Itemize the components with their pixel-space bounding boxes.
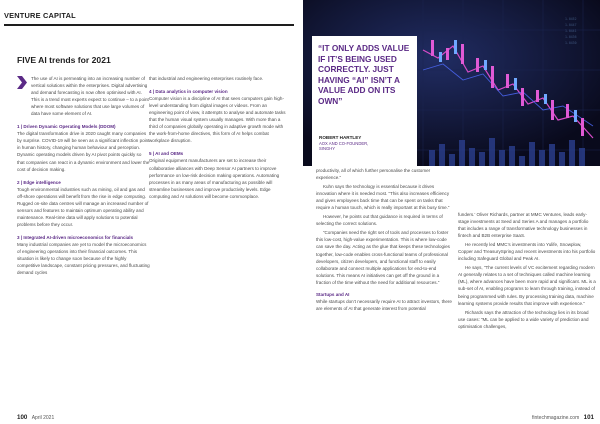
footer-left xyxy=(17,414,54,421)
quote-author-name: ROBERT HARTLEY xyxy=(319,135,362,140)
body-b-paragraph: He recently led MMC’s investments into Yulife, Snowplow, Copper and TreasurySpring and recent investments into his portfolio including Safeguard Global and Peak AI. xyxy=(458,242,596,262)
issue-date: April 2021 xyxy=(31,415,55,421)
startups-heading: Startups and AI xyxy=(316,291,350,297)
article-column-1 xyxy=(17,75,150,413)
quote-author-role-line-2: SINGHY xyxy=(319,146,336,151)
svg-text:1.0452: 1.0452 xyxy=(565,17,577,21)
body-b-paragraph: Richards says the attraction of the technology lies in its broad use cases: “ML can be applied to a wide variety of prediction and optimisation challenges, xyxy=(458,309,589,329)
page-number-right: 101 xyxy=(583,414,594,421)
body-b-paragraph: funders.’ Oliver Richards, partner at MMC Ventures, leads early-stage investments at Seed and Series A and manages a portfolio that includes a range of transformative technology businesses in fintech and B2B enterprise SaaS. xyxy=(458,212,589,239)
pull-quote-text: “IT ONLY ADDS VALUE IF IT’S BEING USED CORRECTLY. JUST HAVING “AI” ISN’T A VALUE ADD ON ITS OWN” xyxy=(318,43,410,106)
site-url: fintechmagazine.com xyxy=(532,415,580,421)
trend-4-heading: 4 | Data analytics in computer vision xyxy=(149,89,228,95)
article-title: FIVE AI trends for 2021 xyxy=(17,55,111,65)
intro-text: The use of AI is permeating into an increasing number of vertical solutions within the enterprises. Digital advertising and demand forecasting is now often optimised with AI. This is a trend most experts expect to continue – to a point where most software solutions that use large volumes of data have some element of AI. xyxy=(31,76,149,117)
trend-2-heading: 2 | Edge intelligence xyxy=(17,179,61,185)
svg-text:1.0447: 1.0447 xyxy=(565,23,577,27)
quote-author-role-line-1: AOX AND CO-FOUNDER, xyxy=(319,141,369,146)
body-column-a xyxy=(316,167,454,411)
trend-4-body: Computer vision is a discipline of AI that sees computers gain high-level understanding from digital images or videos. From an engineering point of view, it attempts to analyse and automate tasks that the human visual system usually manages. With more than a third of companies globally operating in adaptive growth mode with the work-from-home directives, this form of AI helps combat workplace disruption. xyxy=(149,96,286,144)
section-label: VENTURE CAPITAL xyxy=(4,11,76,20)
trend-5-body: Original equipment manufacturers are set to increase their collaborative alliances with Deep Sensor AI partners to improve performance on low-risk decision making operations. Automating processes in as many areas of manufacturing as possible will streamline businesses and improve productivity levels. Edge computing and AI solutions will become commonplace. xyxy=(149,158,280,199)
body-a-paragraph: However, he points out that guidance is required in terms of selecting the correct solutions. xyxy=(316,214,443,227)
trend-5-heading: 5 | AI and OEMs xyxy=(149,151,184,157)
chevron-icon xyxy=(17,76,30,89)
svg-text:1.0441: 1.0441 xyxy=(565,29,577,33)
body-a-paragraph: productivity, all of which further personalise the customer experience.” xyxy=(316,168,431,181)
section-rule xyxy=(4,24,294,26)
svg-text:1.0430: 1.0430 xyxy=(565,41,577,45)
trend-1-body: The digital transformation drive in 2020 caught many companies by surprise. COVID-19 will be seen as a significant inflection point in human history, changing human behaviour and perception. Dynamic operating models driven by AI pivot points quickly so that companies can react in a dynamic environment and lower the cost of decision making. xyxy=(17,131,150,172)
intro-paragraph xyxy=(17,75,150,117)
page-number-left: 100 xyxy=(17,414,28,421)
svg-text:1.0436: 1.0436 xyxy=(565,35,577,39)
body-column-b xyxy=(458,211,596,411)
body-a-paragraph: Kuhn says the technology is essential because it drives innovation where it is needed most. “This also increases efficiency and gives employees back time that can be spent on tasks that require a human touch, which is really important at this busy time.” xyxy=(316,184,450,211)
footer-right xyxy=(532,414,594,421)
startups-body: While startups don’t necessarily require AI to attract investors, there are elements of AI that generate interest from potential xyxy=(316,298,452,311)
article-column-2 xyxy=(149,75,289,413)
trend-1-heading: 1 | Driven Dynamic Operating Models (DDOM) xyxy=(17,124,116,130)
column-2-lead: that industrial and engineering enterprises routinely face. xyxy=(149,76,264,81)
trend-2-body: Tough environmental industries such as mining, oil and gas and off-shore operations will benefit from the rise in edge computing. Rugged on-site data centres will manage an increased number of sensors and features to maintain optimum operating ability and maintenance. Real-time data will apply solutions to potential problems before they occur. xyxy=(17,186,149,227)
quote-author-role xyxy=(319,141,368,151)
trend-3-heading: 3 | Integrated AI-driven microeconomics for financials xyxy=(17,234,134,240)
body-a-paragraph: “Companies need the right set of tools and processes to foster this low-cost, high-value experimentation. This is where low-code can save the day. Acting as the glue that keeps these technologies together, low-code enables cross-functional teams of professional developers, citizen developers, and functional staff to easily collaborate and connect multiple applications for end-to-end solutions. This means AI initiatives can get off the ground in a fraction of the time without the need for additional resources.” xyxy=(316,230,450,285)
body-b-paragraph: He says, “The current levels of VC excitement regarding modern AI generally relates to a set of techniques called machine learning (ML), where advances have been more rapid and significant. ML is a sub-set of AI, enabling programs to learn through training, instead of being programmed with rules. By processing training data, machine learning systems provide results that improve with experience.” xyxy=(458,265,596,306)
trend-3-body: Many industrial companies are yet to model the microeconomics of engineering operations into their financial outcomes. This situation is likely to change soon because of the highly competitive landscape, constant pricing pressures, and fluctuating demand cycles xyxy=(17,241,150,276)
